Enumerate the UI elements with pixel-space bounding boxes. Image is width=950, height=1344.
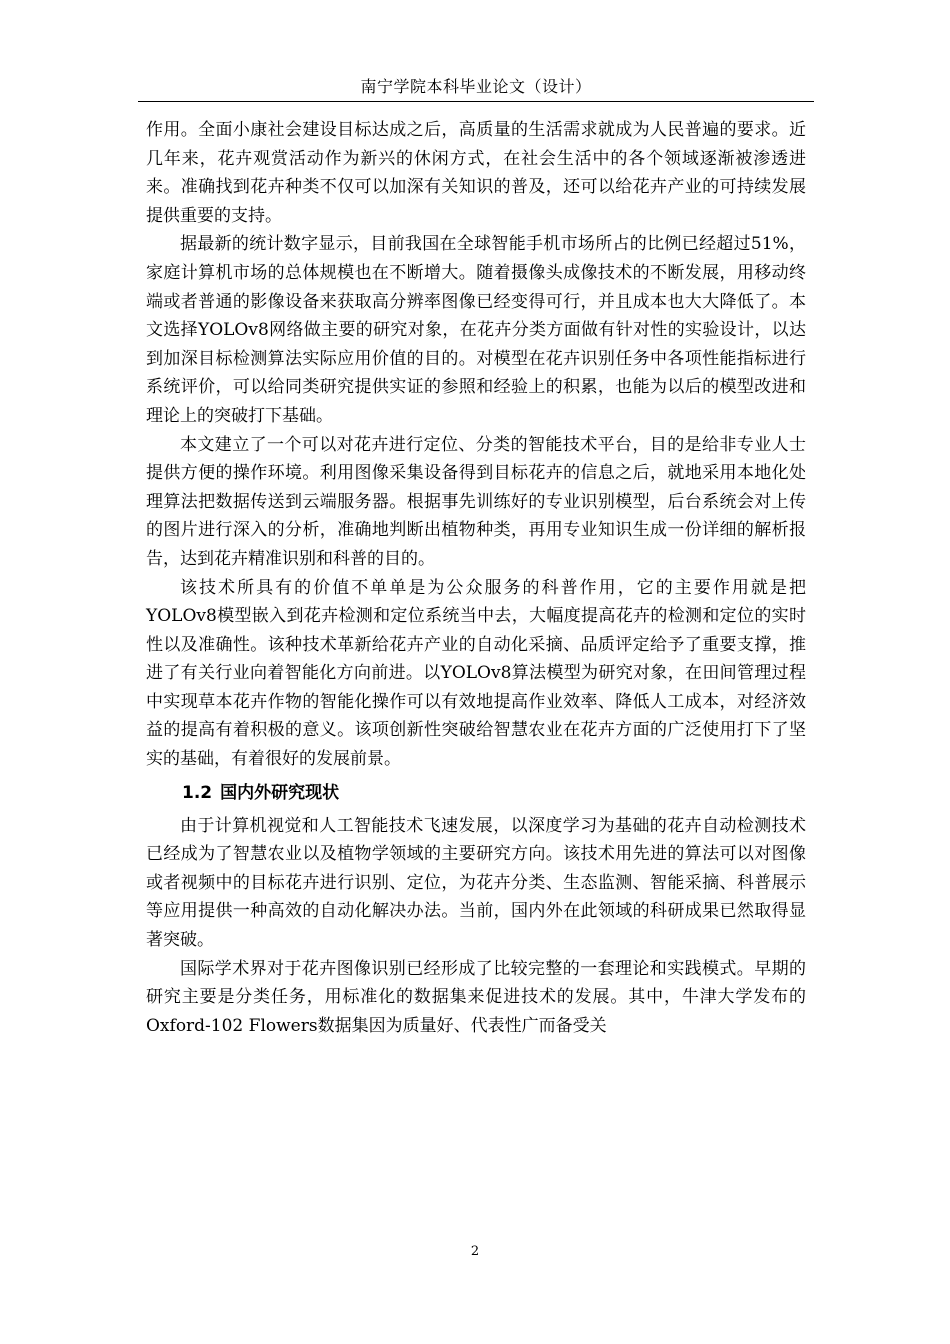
paragraph-research-overview: 由于计算机视觉和人工智能技术飞速发展，以深度学习为基础的花卉自动检测技术已经成为了智慧农业以及植物学领域的主要研究方向。该技术用先进的算法可以对图像或者视频中的目标花卉进行识别、定位，为花卉分类、生态监测、智能采摘、科普展示等应用提供一种高效的自动化解决办法。当前，国内外在此领域的科研成果已然取得显著突破。 xyxy=(146,815,806,951)
section-heading xyxy=(146,774,806,812)
paragraph-international-research: 国际学术界对于花卉图像识别已经形成了比较完整的一套理论和实践模式。早期的研究主要是分类任务，用标准化的数据集来促进技术的发展。其中，牛津大学发布的Oxford-102 Flowers数据集因为质量好、代表性广而备受关 xyxy=(146,958,806,1036)
paragraph-statistics: 据最新的统计数字显示，目前我国在全球智能手机市场所占的比例已经超过51%，家庭计算机市场的总体规模也在不断增大。随着摄像头成像技术的不断发展，用移动终端或者普通的影像设备来获取高分辨率图像已经变得可行，并且成本也大大降低了。本文选择YOLOv8网络做主要的研究对象，在花卉分类方面做有针对性的实验设计，以达到加深目标检测算法实际应用价值的目的。对模型在花卉识别任务中各项性能指标进行系统评价，可以给同类研究提供实证的参照和经验上的积累，也能为以后的模型改进和理论上的突破打下基础。 xyxy=(146,234,806,426)
paragraph-platform: 本文建立了一个可以对花卉进行定位、分类的智能技术平台，目的是给非专业人士提供方便的操作环境。利用图像采集设备得到目标花卉的信息之后，就地采用本地化处理算法把数据传送到云端服务器。根据事先训练好的专业识别模型，后台系统会对上传的图片进行深入的分析，准确地判断出植物种类，再用专业知识生成一份详细的解析报告，达到花卉精准识别和科普的目的。 xyxy=(146,434,806,569)
paragraph-continuation: 作用。全面小康社会建设目标达成之后，高质量的生活需求就成为人民普遍的要求。近几年来，花卉观赏活动作为新兴的休闲方式，在社会生活中的各个领域逐渐被渗透进来。准确找到花卉种类不仅可以加深有关知识的普及，还可以给花卉产业的可持续发展提供重要的支持。 xyxy=(146,120,806,226)
section-number: 1.2 xyxy=(182,782,213,803)
paragraph-value: 该技术所具有的价值不单单是为公众服务的科普作用，它的主要作用就是把YOLOv8模型嵌入到花卉检测和定位系统当中去，大幅度提高花卉的检测和定位的实时性以及准确性。该种技术革新给花卉产业的自动化采摘、品质评定给予了重要支撑，推进了有关行业向着智能化方向前进。以YOLOv8算法模型为研究对象，在田间管理过程中实现草本花卉作物的智能化操作可以有效地提高作业效率、降低人工成本，对经济效益的提高有着积极的意义。该项创新性突破给智慧农业在花卉方面的广泛使用打下了坚实的基础，有着很好的发展前景。 xyxy=(146,577,806,770)
page-header xyxy=(138,68,814,102)
section-title: 国内外研究现状 xyxy=(220,782,340,803)
header-title: 南宁学院本科毕业论文（设计） xyxy=(360,77,592,96)
page-number: 2 xyxy=(470,1244,480,1259)
page-body xyxy=(146,116,806,1040)
